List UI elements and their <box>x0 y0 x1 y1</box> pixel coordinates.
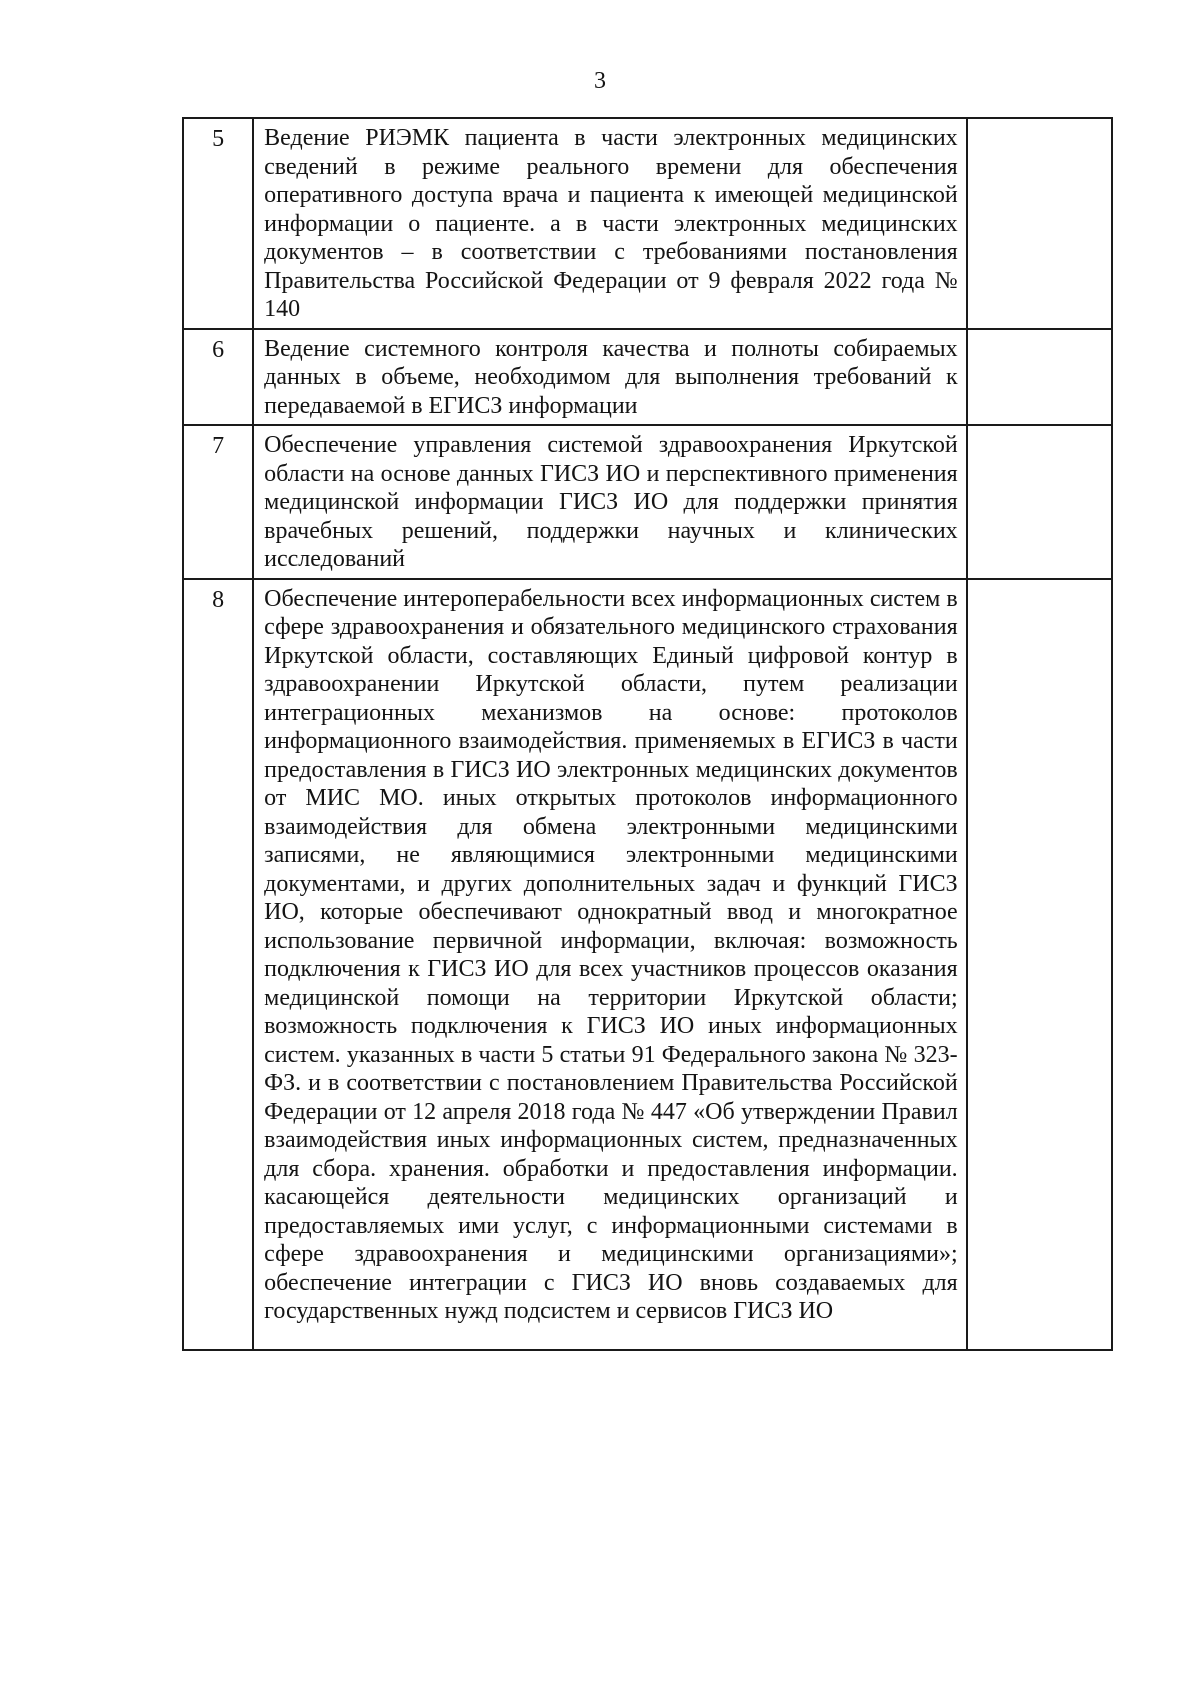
row-text <box>253 425 967 579</box>
row-number: 8 <box>183 579 253 1350</box>
row-text-content: Обеспечение управления системой здравоохранения Иркутской области на основе данных ГИСЗ ИО и перспективного применения медицинской информации ГИСЗ ИО для поддержки принятия врачебных решений, поддержки научных и клинических исследований <box>264 432 958 572</box>
row-text <box>253 118 967 329</box>
table-row <box>183 579 1112 1350</box>
row-empty-cell <box>967 329 1112 426</box>
row-number: 7 <box>183 425 253 579</box>
row-number: 5 <box>183 118 253 329</box>
table-row <box>183 329 1112 426</box>
row-empty-cell <box>967 425 1112 579</box>
row-text-content: Ведение системного контроля качества и полноты собираемых данных в объеме, необходимом для выполнения требований к передаваемой в ЕГИСЗ информации <box>264 335 958 419</box>
row-number: 6 <box>183 329 253 426</box>
table-row <box>183 118 1112 329</box>
row-text <box>253 329 967 426</box>
row-text <box>253 579 967 1350</box>
row-empty-cell <box>967 118 1112 329</box>
requirements-table <box>182 117 1113 1351</box>
page-number: 3 <box>594 68 606 94</box>
table-row <box>183 425 1112 579</box>
row-text-content: Обеспечение интероперабельности всех информационных систем в сфере здравоохранения и обязательного медицинского страхования Иркутской области, составляющих Единый цифровой контур в здравоохранении Иркутской области, путем реализации интеграционных механизмов на основе: протоколов информационного взаимодействия. применяемых в ЕГИСЗ в части предоставления в ГИСЗ ИО электронных медицинских документов от МИС МО. иных открытых протоколов информационного взаимодействия для обмена электронными медицинскими записями, не являющимися электронными медицинскими документами, и других дополнительных задач и функций ГИСЗ ИО, которые обеспечивают однократный ввод и многократное использование первичной информации, включая: возможность подключения к ГИСЗ ИО для всех участников процессов оказания медицинской помощи на территории Иркутской области; возможность подключения к ГИСЗ ИО иных информационных систем. указанных в части 5 статьи 91 Федерального закона № 323-ФЗ. и в соответствии с постановлением Правительства Российской Федерации от 12 апреля 2018 года № 447 «Об утверждении Правил взаимодействия иных информационных систем, предназначенных для сбора. хранения. обработки и предоставления информации. касающейся деятельности медицинских организаций и предоставляемых ими услуг, с информационными системами в сфере здравоохранения и медицинскими организациями»; обеспечение интеграции с ГИСЗ ИО вновь создаваемых для государственных нужд подсистем и сервисов ГИСЗ ИО <box>264 585 958 1324</box>
row-text-content: Ведение РИЭМК пациента в части электронных медицинских сведений в режиме реального времени для обеспечения оперативного доступа врача и пациента к имеющей медицинской информации о пациенте. а в части электронных медицинских документов – в соответствии с требованиями постановления Правительства Российской Федерации от 9 февраля 2022 года № 140 <box>264 125 958 322</box>
row-empty-cell <box>967 579 1112 1350</box>
